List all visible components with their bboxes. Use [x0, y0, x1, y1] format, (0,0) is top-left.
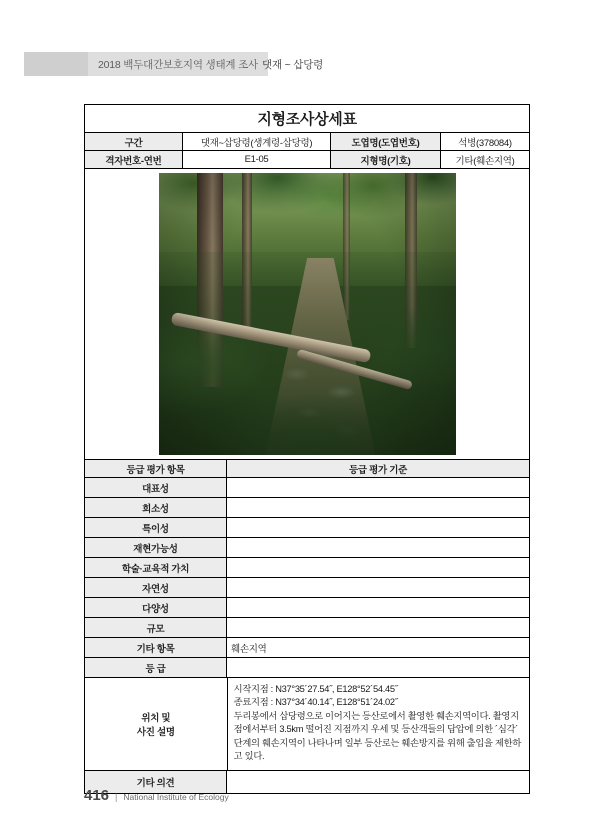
header-section-label: 댓재 ~ 삽당령 — [262, 58, 324, 71]
info-value-gridnumber: E1-05 — [183, 151, 331, 168]
criteria-item-value[interactable] — [227, 538, 529, 557]
criteria-row — [85, 518, 529, 538]
page-footer — [84, 787, 229, 804]
page-header — [0, 52, 614, 76]
sheet-title: 지형조사상세표 — [85, 105, 529, 133]
criteria-row — [85, 578, 529, 598]
location-body[interactable] — [228, 678, 529, 770]
criteria-grade-value[interactable] — [227, 658, 529, 677]
info-value-section: 댓재~삽당령(생계령-삽당령) — [183, 133, 331, 150]
info-value-mapsheet: 석병(378084) — [458, 137, 512, 149]
photo-vignette — [159, 173, 456, 455]
info-row — [85, 133, 529, 151]
terrain-survey-sheet — [84, 104, 530, 794]
criteria-row — [85, 498, 529, 518]
criteria-item-value[interactable] — [227, 618, 529, 637]
criteria-header-row — [85, 460, 529, 478]
location-end-point: 종료지점 : N37°34´40.14˝, E128°51´24.02˝ — [233, 697, 398, 708]
criteria-row — [85, 658, 529, 678]
survey-photo — [159, 173, 456, 455]
info-label-mapsheet: 도엽명(도엽번호) — [331, 133, 441, 150]
criteria-item-label: 기타 항목 — [85, 638, 227, 657]
info-label-section: 구간 — [85, 133, 183, 150]
criteria-row — [85, 638, 529, 658]
footer-institute-name: National Institute of Ecology — [123, 792, 229, 802]
criteria-item-value[interactable] — [227, 598, 529, 617]
criteria-item-value[interactable] — [227, 558, 529, 577]
header-survey-title: 2018 백두대간보호지역 생태계 조사 — [88, 52, 268, 76]
criteria-item-label: 대표성 — [85, 478, 227, 497]
info-value-landformname: 기타(훼손지역) — [455, 155, 515, 167]
location-description-text: 두리봉에서 삽당령으로 이어지는 등산로에서 촬영한 훼손지역이다. 촬영지점에서부터 3.5km 떨어진 지점까지 우세 및 등산객들의 답압에 의한 ´심각´ 단계의 훼손지역이 나타나며 일부 등산로는 훼손방지를 위해 출입을 제한하고 있다. — [233, 710, 522, 762]
other-opinion-label: 기타 의견 — [85, 771, 227, 793]
page-number: 416 — [84, 787, 110, 804]
criteria-item-value[interactable] — [227, 578, 529, 597]
criteria-item-value[interactable] — [227, 478, 529, 497]
footer-separator: | — [115, 792, 118, 802]
criteria-row — [85, 598, 529, 618]
info-label-gridnumber: 격자번호-연번 — [85, 151, 183, 168]
criteria-item-value[interactable]: 훼손지역 — [231, 643, 267, 655]
info-label-landformname: 지형명(기호) — [331, 151, 441, 168]
criteria-item-label: 학술·교육적 가치 — [85, 558, 227, 577]
criteria-row — [85, 478, 529, 498]
criteria-item-value[interactable] — [227, 518, 529, 537]
criteria-item-label: 규모 — [85, 618, 227, 637]
criteria-grade-label: 등 급 — [85, 658, 227, 677]
location-label-line2: 사진 설명 — [136, 726, 175, 738]
criteria-header-item: 등급 평가 항목 — [85, 460, 227, 477]
survey-photo-row — [85, 169, 529, 460]
criteria-item-label: 자연성 — [85, 578, 227, 597]
location-label-line1: 위치 및 — [141, 712, 171, 724]
criteria-header-standard: 등급 평가 기준 — [227, 460, 529, 477]
criteria-row — [85, 618, 529, 638]
criteria-item-label: 희소성 — [85, 498, 227, 517]
location-description-row — [85, 678, 529, 771]
criteria-row — [85, 558, 529, 578]
criteria-item-label: 특이성 — [85, 518, 227, 537]
criteria-row — [85, 538, 529, 558]
location-label — [85, 678, 228, 770]
criteria-item-label: 다양성 — [85, 598, 227, 617]
other-opinion-value[interactable] — [227, 771, 529, 793]
header-decoration-block — [24, 52, 88, 76]
location-start-point: 시작지점 : N37°35´27.54˝, E128°52´54.45˝ — [233, 684, 398, 694]
criteria-item-value[interactable] — [227, 498, 529, 517]
info-row — [85, 151, 529, 169]
criteria-item-label: 재현가능성 — [85, 538, 227, 557]
